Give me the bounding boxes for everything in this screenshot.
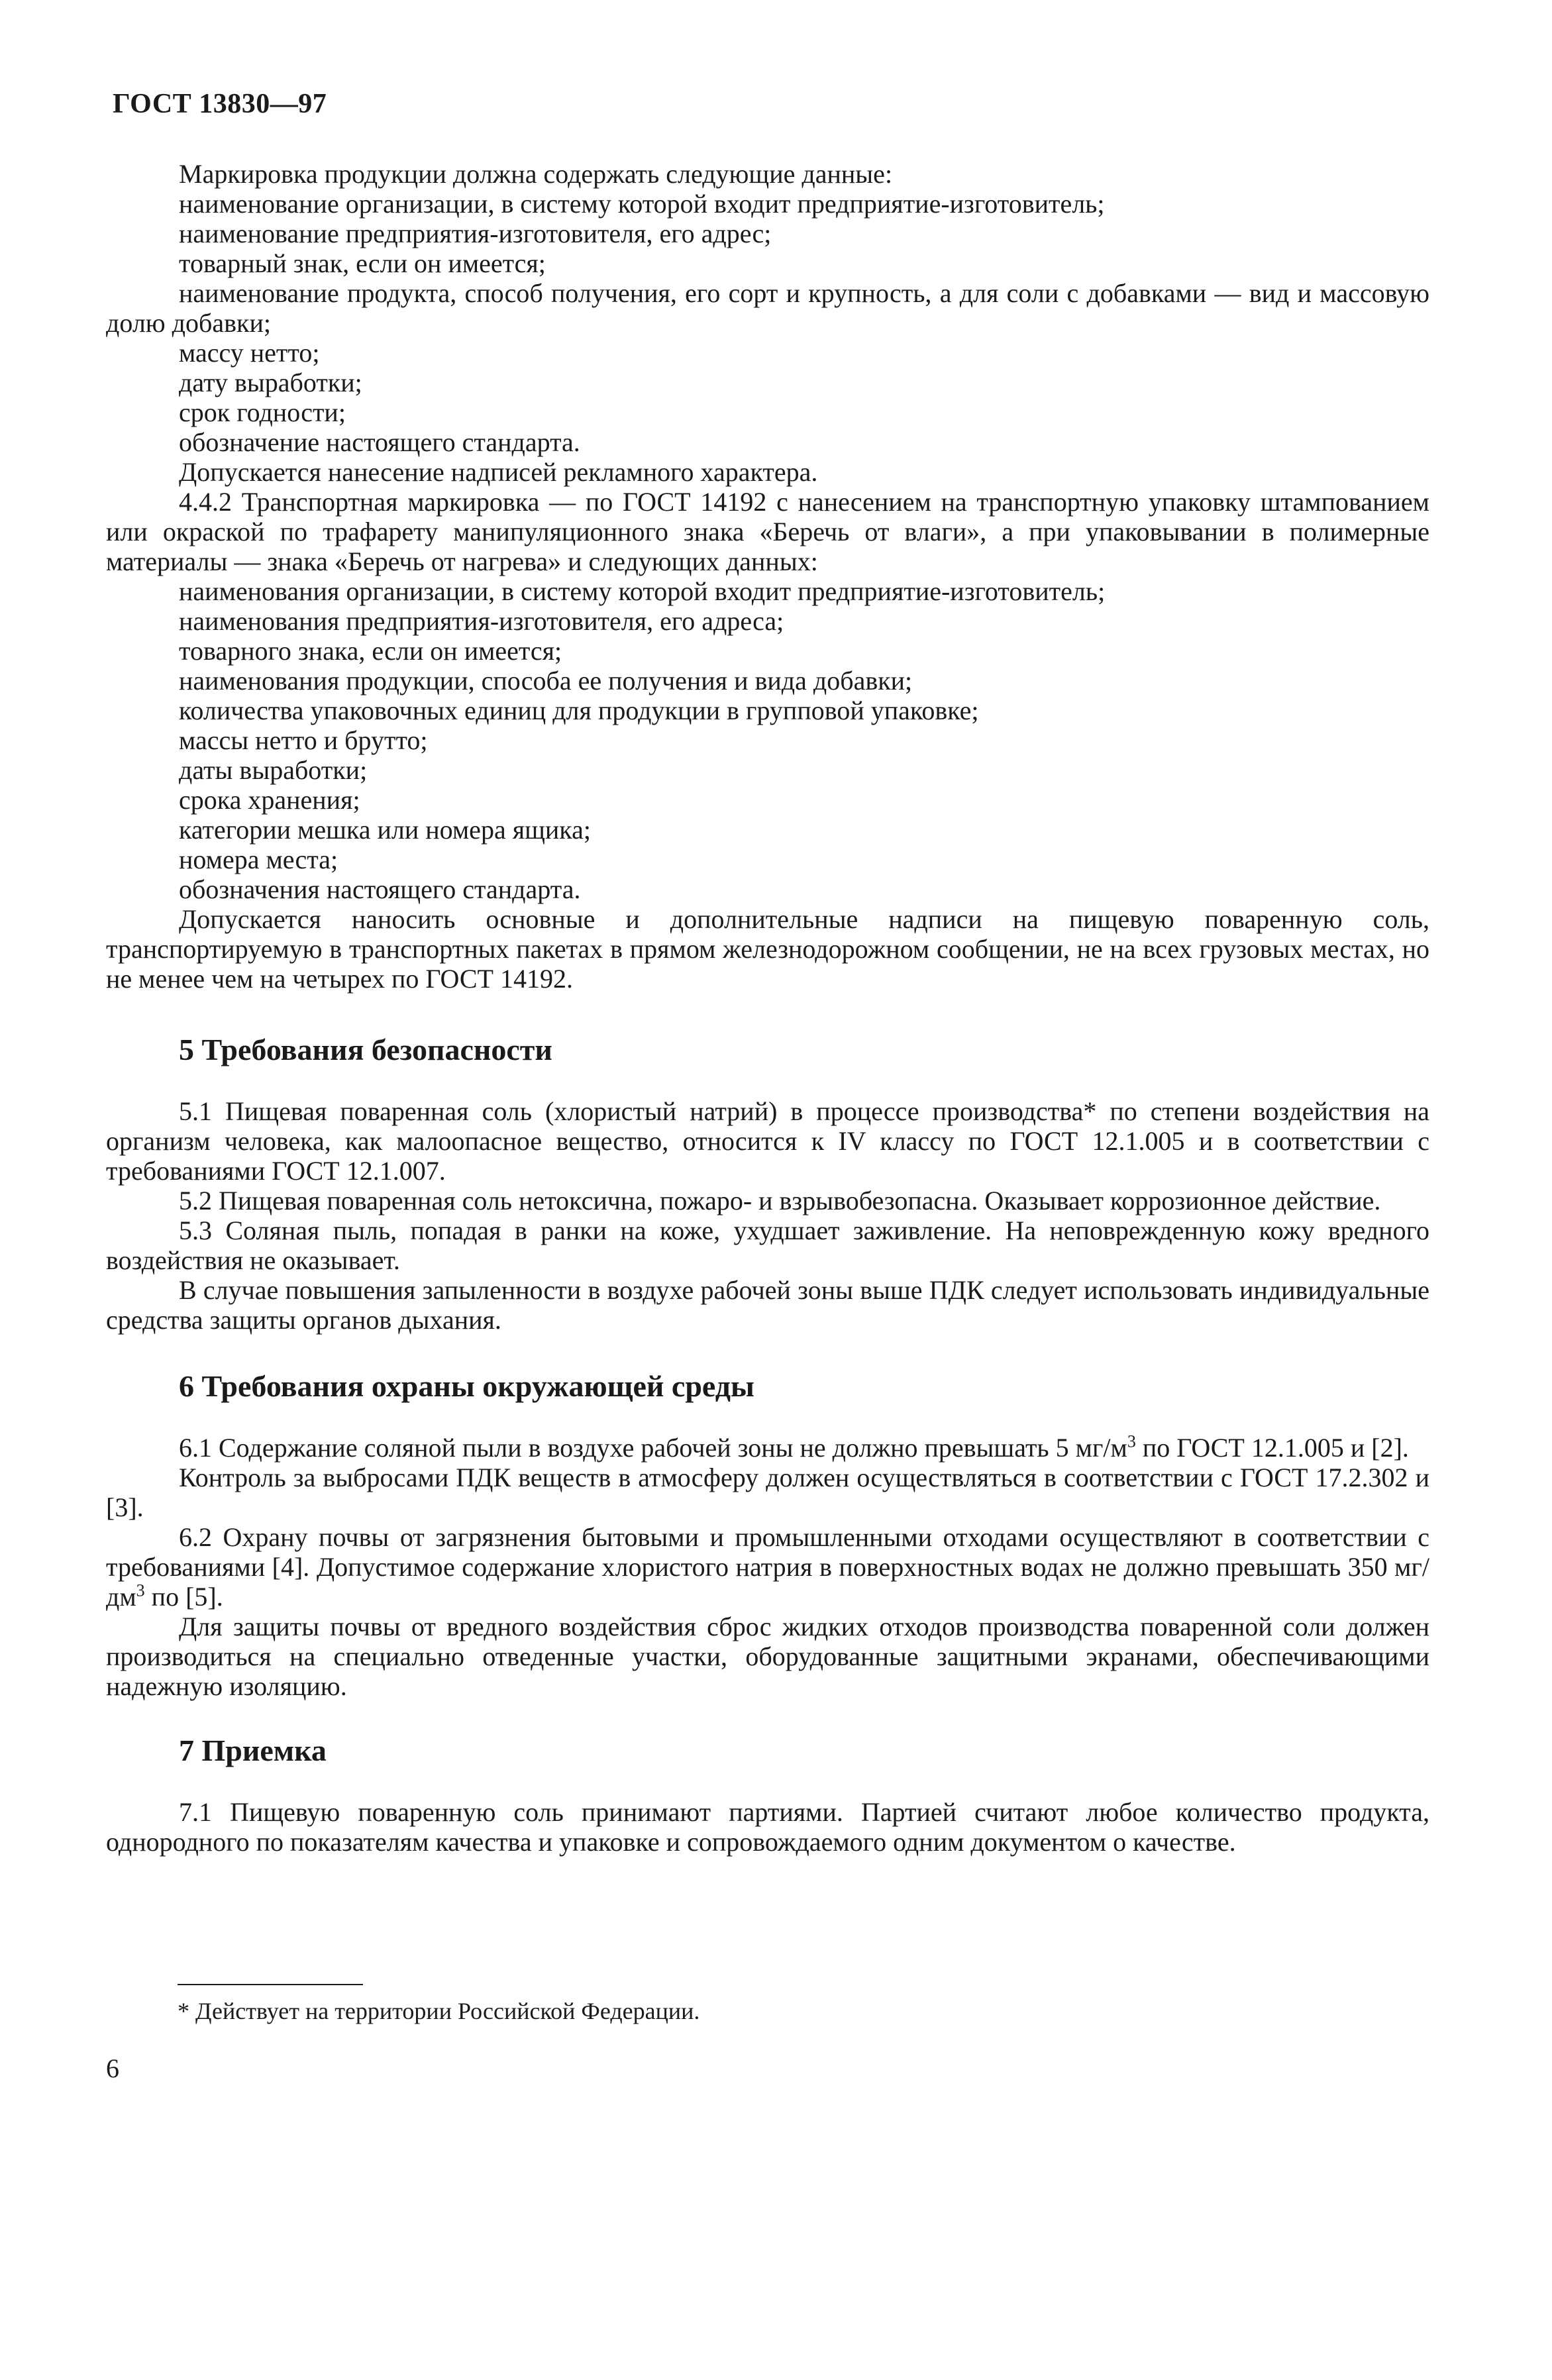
paragraph: массу нетто; <box>179 338 320 368</box>
paragraph: Для защиты почвы от вредного воздействия сброс жидких отходов производства поваренной соли должен производиться на специально отведенные участки, оборудованные защитными экранами, обеспечивающими надежную изоляцию. <box>106 1612 1429 1701</box>
text-run: 6.1 Содержание соляной пыли в воздухе рабочей зоны не должно превышать 5 мг/м <box>179 1433 1127 1463</box>
text-run: 6.2 Охрану почвы от загрязнения бытовыми и промышленными отходами осуществляют в соответствии с требованиями [4]. Допустимое содержание хлористого натрия в поверхностных водах не должно превышать 350 мг/дм <box>106 1522 1429 1612</box>
paragraph: наименования продукции, способа ее получения и вида добавки; <box>179 666 913 696</box>
superscript: 3 <box>136 1580 145 1600</box>
paragraph: Допускается наносить основные и дополнительные надписи на пищевую поваренную соль, транспортируемую в транспортных пакетах в прямом железнодорожном сообщении, не на всех грузовых местах, но не менее чем на четырех по ГОСТ 14192. <box>106 904 1429 994</box>
section-heading-5: 5 Требования безопасности <box>179 1033 552 1066</box>
paragraph: 5.1 Пищевая поваренная соль (хлористый натрий) в процессе производства* по степени воздействия на организм человека, как малоопасное вещество, относится к IV классу по ГОСТ 12.1.005 и в соответствии с требованиями ГОСТ 12.1.007. <box>106 1096 1429 1186</box>
paragraph: срока хранения; <box>179 785 360 815</box>
text-run: по ГОСТ 12.1.005 и [2]. <box>1135 1433 1409 1463</box>
page-header: ГОСТ 13830—97 <box>113 89 327 119</box>
paragraph <box>106 1433 1429 1463</box>
paragraph: 5.3 Соляная пыль, попадая в ранки на коже, ухудшает заживление. На неповрежденную кожу вредного воздействия не оказывает. <box>106 1216 1429 1275</box>
paragraph: наименование продукта, способ получения, его сорт и крупность, а для соли с добавками — вид и массовую долю добавки; <box>106 278 1429 338</box>
paragraph: товарного знака, если он имеется; <box>179 636 562 666</box>
paragraph: Контроль за выбросами ПДК веществ в атмосферу должен осуществляться в соответствии с ГОСТ 17.2.302 и [3]. <box>106 1463 1429 1522</box>
paragraph: В случае повышения запыленности в воздухе рабочей зоны выше ПДК следует использовать индивидуальные средства защиты органов дыхания. <box>106 1275 1429 1335</box>
paragraph: 4.4.2 Транспортная маркировка — по ГОСТ 14192 с нанесением на транспортную упаковку штампованием или окраской по трафарету манипуляционного знака «Беречь от влаги», а при упаковывании в полимерные материалы — знака «Беречь от нагрева» и следующих данных: <box>106 487 1429 576</box>
paragraph: наименование предприятия-изготовителя, его адрес; <box>179 219 772 248</box>
paragraph: категории мешка или номера ящика; <box>179 815 591 845</box>
paragraph: Допускается нанесение надписей рекламного характера. <box>179 457 818 487</box>
paragraph: наименования организации, в систему которой входит предприятие-изготовитель; <box>179 576 1106 606</box>
superscript: 3 <box>1127 1431 1136 1451</box>
paragraph: 7.1 Пищевую поваренную соль принимают партиями. Партией считают любое количество продукта, однородного по показателям качества и упаковке и сопровождаемого одним документом о качестве. <box>106 1797 1429 1857</box>
section-heading-7: 7 Приемка <box>179 1733 327 1767</box>
paragraph: 5.2 Пищевая поваренная соль нетоксична, пожаро- и взрывобезопасна. Оказывает коррозионное действие. <box>179 1186 1381 1216</box>
paragraph: обозначения настоящего стандарта. <box>179 874 581 904</box>
paragraph: даты выработки; <box>179 755 368 785</box>
page-number: 6 <box>106 2053 119 2083</box>
paragraph: товарный знак, если он имеется; <box>179 248 546 278</box>
text-run: по [5]. <box>144 1582 223 1612</box>
document-body <box>106 159 1429 1857</box>
paragraph: массы нетто и брутто; <box>179 725 428 755</box>
paragraph: Маркировка продукции должна содержать следующие данные: <box>179 159 893 189</box>
section-heading-6: 6 Требования охраны окружающей среды <box>179 1369 754 1403</box>
paragraph: количества упаковочных единиц для продукции в групповой упаковке; <box>179 696 979 725</box>
paragraph: дату выработки; <box>179 368 362 397</box>
paragraph <box>106 1522 1429 1612</box>
footnote: * Действует на территории Российской Федерации. <box>178 1998 700 2024</box>
paragraph: срок годности; <box>179 397 346 427</box>
paragraph: обозначение настоящего стандарта. <box>179 427 580 457</box>
footnote-divider <box>178 1984 363 1985</box>
paragraph: номера места; <box>179 845 338 874</box>
paragraph: наименование организации, в систему которой входит предприятие-изготовитель; <box>179 189 1105 219</box>
paragraph: наименования предприятия-изготовителя, его адреса; <box>179 606 784 636</box>
